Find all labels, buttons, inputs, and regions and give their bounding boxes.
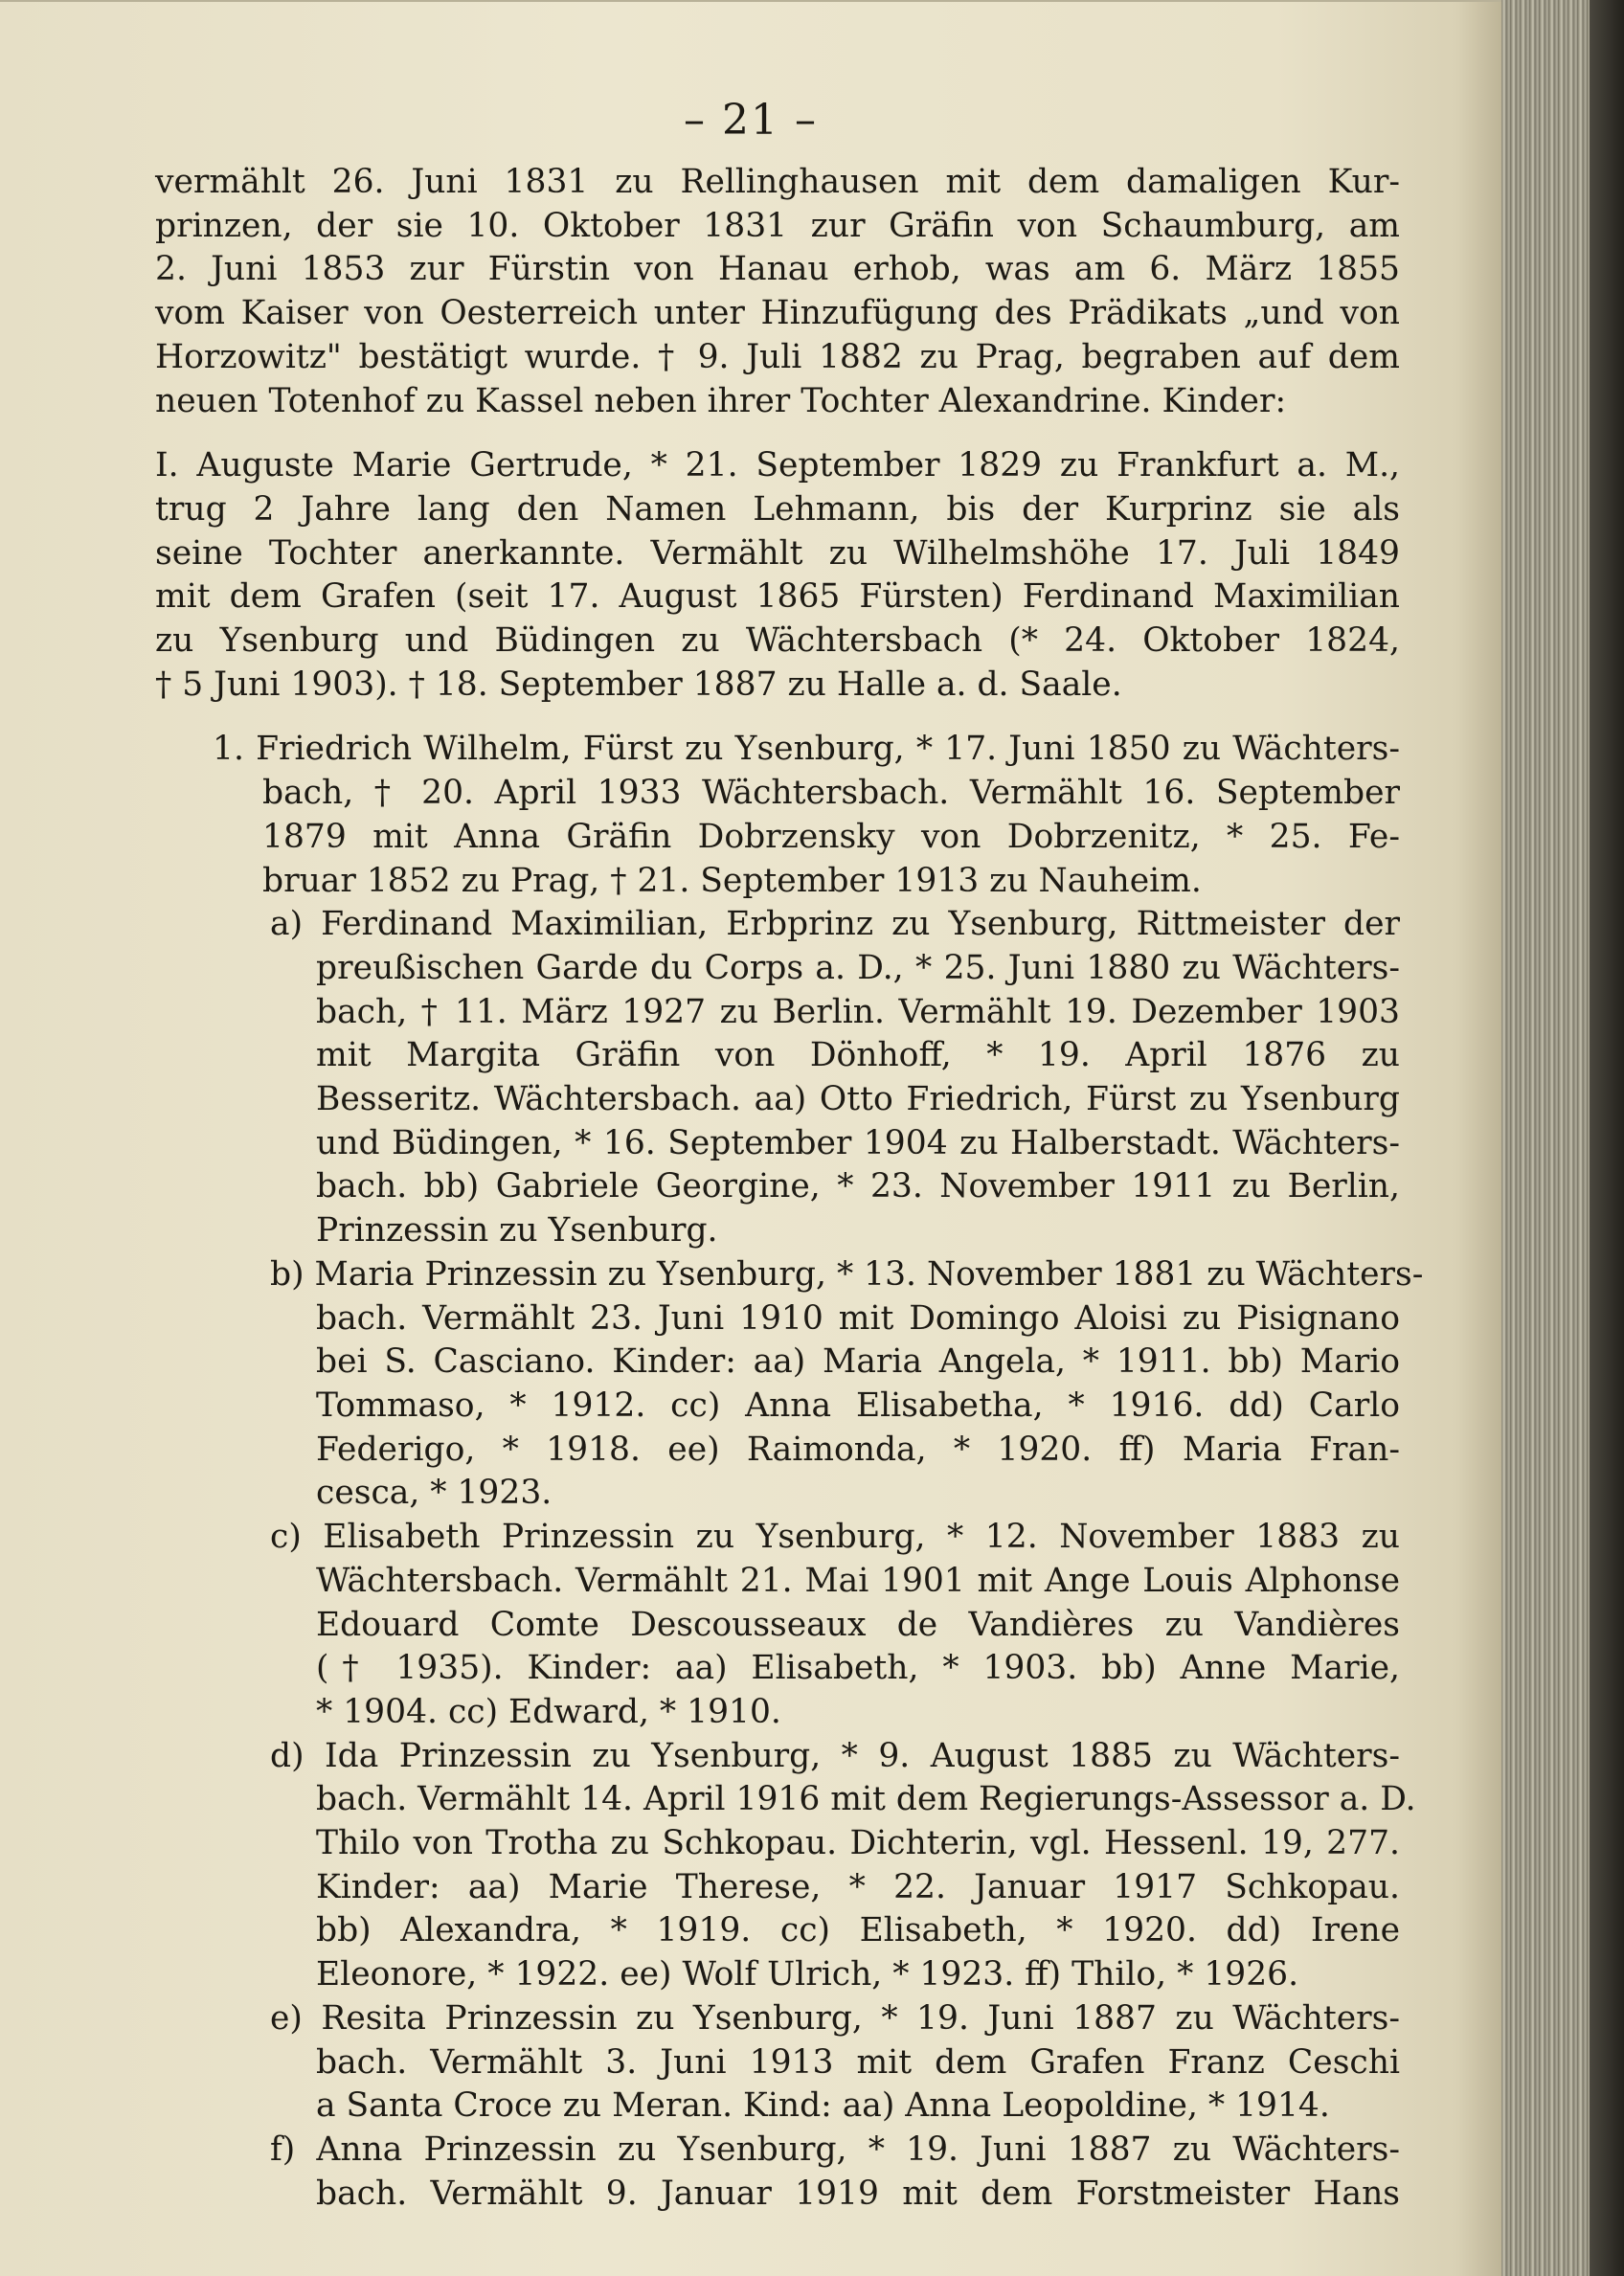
entry-a — [155, 903, 1400, 1253]
text-line: bach. Vermählt 14. April 1916 mit dem Regierungs-Assessor a. D. — [316, 1780, 1416, 1819]
text-line: bach. Vermählt 23. Juni 1910 mit Domingo Aloisi zu Pisignano — [316, 1298, 1400, 1338]
text-line: mit Margita Gräfin von Dönhoff, * 19. April 1876 zu — [316, 1036, 1400, 1075]
text-line: mit dem Grafen (seit 17. August 1865 Fürsten) Ferdinand Maximilian — [155, 577, 1400, 617]
text-line: 1. Friedrich Wilhelm, Fürst zu Ysenburg, * 17. Juni 1850 zu Wächters- — [213, 730, 1400, 769]
text-line: und Büdingen, * 16. September 1904 zu Halberstadt. Wächters- — [316, 1123, 1400, 1162]
text-line: Edouard Comte Descousseaux de Vandières zu Vandières — [316, 1605, 1400, 1644]
text-line: I. Auguste Marie Gertrude, * 21. September 1829 zu Frankfurt a. M., — [155, 446, 1400, 485]
text-line: f) Anna Prinzessin zu Ysenburg, * 19. Juni 1887 zu Wächters- — [270, 2130, 1400, 2169]
text-line: zu Ysenburg und Büdingen zu Wächtersbach (* 24. Oktober 1824, — [155, 621, 1400, 661]
text-line: vom Kaiser von Oesterreich unter Hinzufügung des Prädikats „und von — [155, 294, 1400, 333]
text-line: bruar 1852 zu Prag, † 21. September 1913 zu Nauheim. — [262, 861, 1202, 900]
text-line: † 5 Juni 1903). † 18. September 1887 zu Halle a. d. Saale. — [155, 665, 1122, 704]
text-line: bach. bb) Gabriele Georgine, * 23. November 1911 zu Berlin, — [316, 1167, 1400, 1206]
text-line: vermählt 26. Juni 1831 zu Rellinghausen mit dem damaligen Kur- — [155, 163, 1400, 201]
page-text — [155, 161, 1424, 2216]
entry-f — [155, 2129, 1400, 2216]
text-line: bach, † 20. April 1933 Wächtersbach. Vermählt 16. September — [262, 774, 1400, 813]
text-line: 1879 mit Anna Gräfin Dobrzensky von Dobrzenitz, * 25. Fe- — [262, 817, 1400, 856]
entry-b — [155, 1253, 1424, 1516]
entry-e — [155, 1997, 1400, 2129]
text-line: Thilo von Trotha zu Schkopau. Dichterin, vgl. Hessenl. 19, 277. — [316, 1824, 1400, 1863]
entry-c — [155, 1516, 1400, 1735]
section-I-paragraph — [155, 444, 1400, 707]
text-line: Horzowitz" bestätigt wurde. † 9. Juli 1882 zu Prag, begraben auf dem — [155, 337, 1400, 376]
text-line: e) Resita Prinzessin zu Ysenburg, * 19. Juni 1887 zu Wächters- — [270, 1998, 1400, 2038]
intro-paragraph — [155, 161, 1400, 423]
text-line: († 1935). Kinder: aa) Elisabeth, * 1903. bb) Anne Marie, — [316, 1649, 1400, 1688]
book-spine-shadow — [1590, 0, 1624, 2276]
text-line: a Santa Croce zu Meran. Kind: aa) Anna Leopoldine, * 1914. — [316, 2086, 1330, 2126]
text-line: trug 2 Jahre lang den Namen Lehmann, bis der Kurprinz sie als — [155, 489, 1400, 529]
text-line: Eleonore, * 1922. ee) Wolf Ulrich, * 1923. ff) Thilo, * 1926. — [316, 1955, 1299, 1994]
text-line: Kinder: aa) Marie Therese, * 22. Januar 1917 Schkopau. — [316, 1867, 1400, 1906]
text-line: bach, † 11. März 1927 zu Berlin. Vermählt 19. Dezember 1903 — [316, 992, 1400, 1031]
text-line: Tommaso, * 1912. cc) Anna Elisabetha, * 1916. dd) Carlo — [316, 1386, 1400, 1425]
text-line: seine Tochter anerkannte. Vermählt zu Wilhelmshöhe 17. Juli 1849 — [155, 533, 1400, 573]
page-number: – 21 – — [684, 96, 818, 145]
text-line: neuen Totenhof zu Kassel neben ihrer Tochter Alexandrine. Kinder: — [155, 381, 1287, 420]
text-line: Besseritz. Wächtersbach. aa) Otto Friedrich, Fürst zu Ysenburg — [316, 1080, 1400, 1119]
text-line: c) Elisabeth Prinzessin zu Ysenburg, * 12. November 1883 zu — [270, 1518, 1400, 1557]
text-line: b) Maria Prinzessin zu Ysenburg, * 13. November 1881 zu Wächters- — [270, 1254, 1424, 1294]
text-line: Wächtersbach. Vermählt 21. Mai 1901 mit Ange Louis Alphonse — [316, 1561, 1400, 1600]
text-line: d) Ida Prinzessin zu Ysenburg, * 9. August 1885 zu Wächters- — [270, 1736, 1400, 1775]
text-line: Federigo, * 1918. ee) Raimonda, * 1920. ff) Maria Fran- — [316, 1430, 1400, 1469]
text-line: prinzen, der sie 10. Oktober 1831 zur Gräfin von Schaumburg, am — [155, 206, 1400, 245]
text-line: bach. Vermählt 3. Juni 1913 mit dem Grafen Franz Ceschi — [316, 2042, 1400, 2082]
text-line: bb) Alexandra, * 1919. cc) Elisabeth, * 1920. dd) Irene — [316, 1911, 1400, 1950]
text-line: cesca, * 1923. — [316, 1474, 553, 1513]
text-line: * 1904. cc) Edward, * 1910. — [316, 1692, 781, 1731]
text-line: bach. Vermählt 9. Januar 1919 mit dem Forstmeister Hans — [316, 2174, 1400, 2213]
text-line: 2. Juni 1853 zur Fürstin von Hanau erhob, was am 6. März 1855 — [155, 250, 1400, 289]
text-line: preußischen Garde du Corps a. D., * 25. Juni 1880 zu Wächters- — [316, 948, 1400, 987]
text-line: bei S. Casciano. Kinder: aa) Maria Angela, * 1911. bb) Mario — [316, 1342, 1400, 1382]
text-line: Prinzessin zu Ysenburg. — [316, 1211, 718, 1251]
entry-d — [155, 1735, 1416, 1997]
text-line: a) Ferdinand Maximilian, Erbprinz zu Ysenburg, Rittmeister der — [270, 905, 1400, 944]
entry-1 — [155, 728, 1400, 903]
